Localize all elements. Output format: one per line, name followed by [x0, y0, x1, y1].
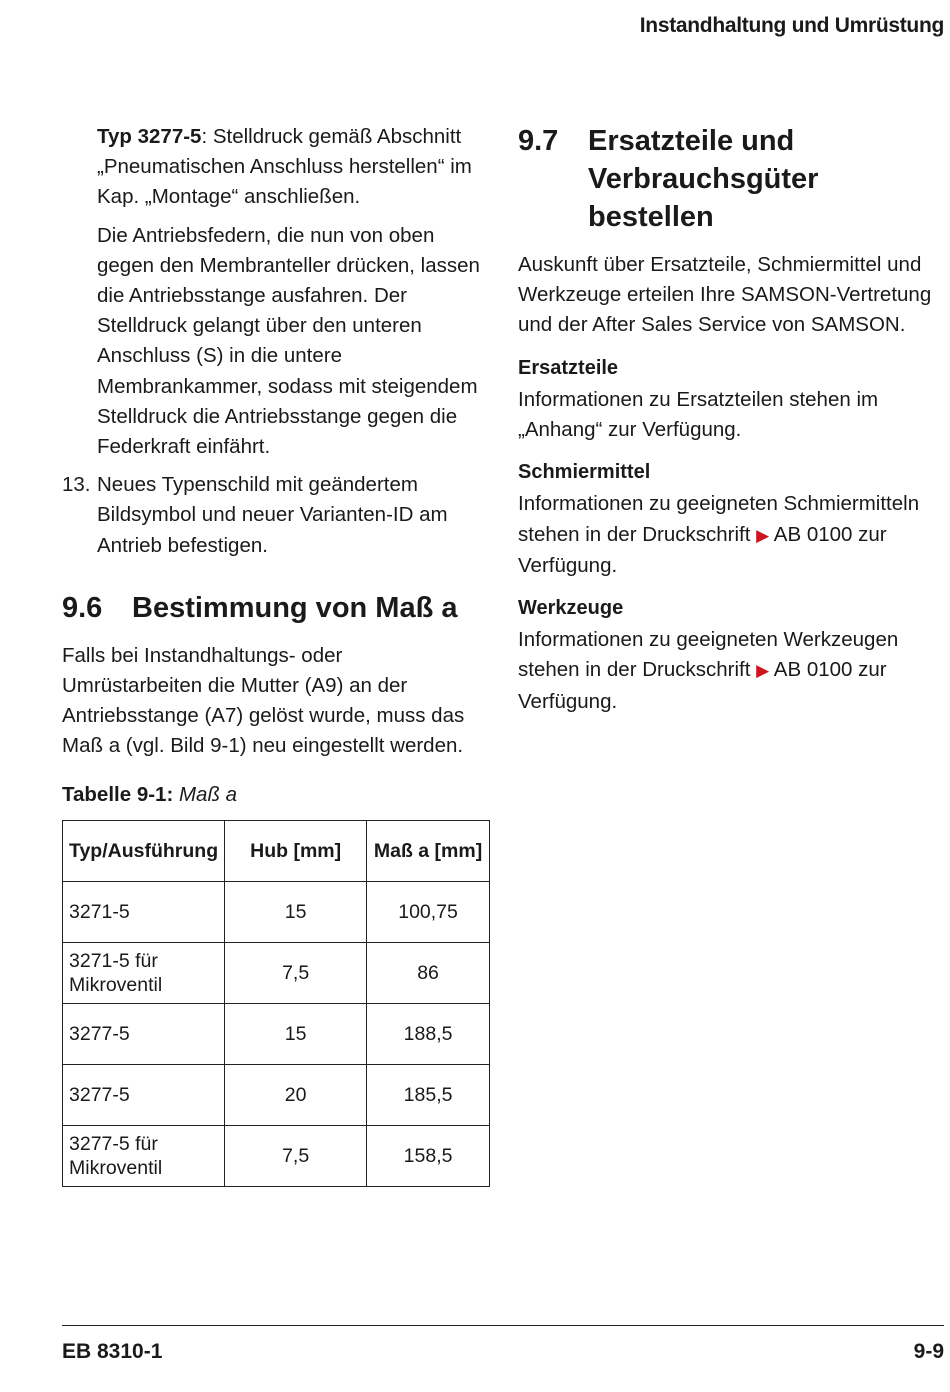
- table-row: [63, 1064, 490, 1125]
- list-number: 13.: [62, 473, 91, 497]
- arrow-right-icon: ▶: [756, 525, 770, 545]
- paragraph-schmiermittel: [518, 489, 943, 581]
- schmiermittel-text: Informationen zu geeigneten Schmiermitteln stehen in der Druckschrift: [518, 492, 920, 546]
- column-header: Maß a [mm]: [367, 820, 490, 881]
- subheading-schmiermittel: Schmiermittel: [518, 461, 651, 484]
- table-cell: 3277-5 für Mikroventil: [63, 1125, 225, 1186]
- table-row: [63, 942, 490, 1003]
- document-reference-link[interactable]: AB 0100 zur Verfügung.: [518, 522, 887, 577]
- arrow-right-icon: ▶: [756, 661, 770, 681]
- table-cell: 188,5: [367, 1003, 490, 1064]
- section-heading-9-7: [518, 122, 943, 236]
- mass-a-table: [62, 820, 490, 1187]
- table-header-row: [63, 820, 490, 881]
- column-header: Hub [mm]: [225, 820, 367, 881]
- paragraph-typ-3277: [97, 122, 487, 213]
- caption-label: Tabelle 9-1:: [62, 782, 174, 806]
- document-reference-link[interactable]: AB 0100 zur Verfügung.: [518, 658, 887, 713]
- table-cell: 15: [225, 881, 367, 942]
- paragraph-antriebsfedern: Die Antriebsfedern, die nun von oben gegen den Membranteller drücken, lassen die Antriebsstange ausfahren. Der Stelldruck gelangt über den unteren Anschluss (S) in die untere Membrankammer, sodass mit steigendem Stelldruck die Antriebsstange gegen die Federkraft einfährt.: [97, 223, 480, 459]
- table-cell: 7,5: [225, 942, 367, 1003]
- table-cell: 158,5: [367, 1125, 490, 1186]
- page-number: 9-9: [913, 1340, 944, 1363]
- table-cell: 3271-5 für Mikroventil: [63, 942, 225, 1003]
- section-number: 9.7: [518, 125, 559, 157]
- section-title: Ersatzteile und Verbrauchsgüter bestellen: [588, 125, 819, 233]
- table-cell: 20: [225, 1064, 367, 1125]
- caption-title: Maß a: [178, 782, 238, 806]
- subheading-ersatzteile: Ersatzteile: [518, 356, 619, 379]
- document-number: EB 8310-1: [62, 1340, 163, 1363]
- section-heading-9-6: [62, 589, 487, 627]
- table-row: [63, 1003, 490, 1064]
- table-cell: 3271-5: [63, 881, 225, 942]
- table-cell: 86: [367, 942, 490, 1003]
- paragraph-werkzeuge: [518, 625, 943, 717]
- list-item-13: [62, 470, 487, 561]
- table-cell: 7,5: [225, 1125, 367, 1186]
- paragraph-auskunft: Auskunft über Ersatzteile, Schmiermittel und Werkzeuge erteilen Ihre SAMSON-Vertretung und der After Sales Service von SAMSON.: [518, 253, 932, 337]
- table-cell: 185,5: [367, 1064, 490, 1125]
- right-column: [518, 122, 943, 725]
- typ-text: : Stelldruck gemäß Abschnitt „Pneumatischen Anschluss herstellen“ im Kap. „Montage“ anschließen.: [97, 125, 472, 209]
- subheading-werkzeuge: Werkzeuge: [518, 597, 624, 620]
- paragraph-ersatzteile: Informationen zu Ersatzteilen stehen im „Anhang“ zur Verfügung.: [518, 387, 879, 442]
- section-number: 9.6: [62, 591, 103, 624]
- list-text: Neues Typenschild mit geändertem Bildsymbol und neuer Varianten-ID am Antrieb befestigen.: [97, 473, 448, 557]
- left-column: [62, 122, 487, 1187]
- typ-label: Typ 3277-5: [97, 125, 202, 148]
- table-row: [63, 1125, 490, 1186]
- section-title: Bestimmung von Maß a: [132, 591, 458, 624]
- table-cell: 15: [225, 1003, 367, 1064]
- page-header: Instandhaltung und Umrüstung: [639, 14, 944, 37]
- column-header: Typ/Ausführung: [63, 820, 225, 881]
- table-cell: 3277-5: [63, 1003, 225, 1064]
- werkzeuge-text: Informationen zu geeigneten Werkzeugen stehen in der Druckschrift: [518, 628, 899, 682]
- table-row: [63, 881, 490, 942]
- table-cell: 100,75: [367, 881, 490, 942]
- table-caption: [62, 780, 487, 810]
- table-cell: 3277-5: [63, 1064, 225, 1125]
- paragraph-mass-a: Falls bei Instandhaltungs- oder Umrüstarbeiten die Mutter (A9) an der Antriebsstange (A7) gelöst wurde, muss das Maß a (vgl. Bild 9-1) neu eingestellt werden.: [62, 643, 465, 758]
- footer-rule: [62, 1325, 944, 1326]
